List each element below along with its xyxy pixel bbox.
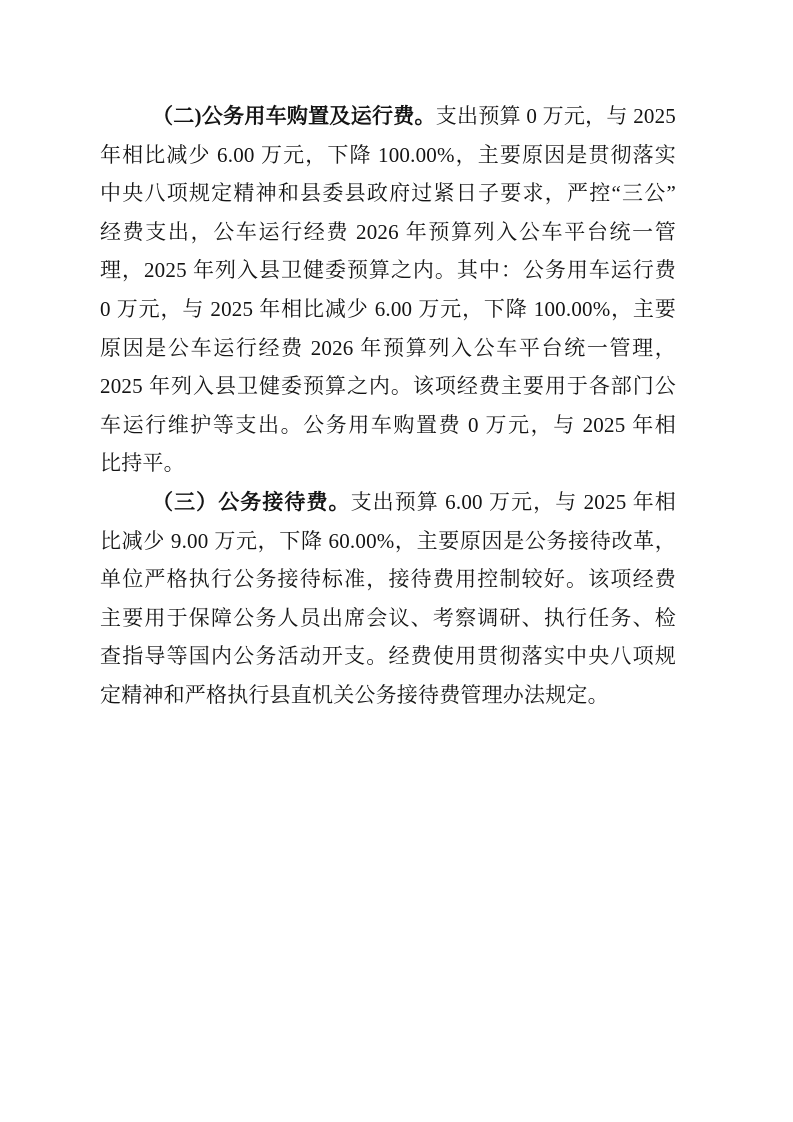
text-line <box>100 522 676 561</box>
body-text: 年相比减少 6.00 万元，下降 100.00%，主要原因是贯彻落实 <box>100 142 676 167</box>
text-line <box>100 560 676 599</box>
body-text: 理，2025 年列入县卫健委预算之内。其中：公务用车运行费 <box>100 258 676 283</box>
para-vehicle-purchase-operation <box>100 97 676 483</box>
body-text: 原因是公车运行经费 2026 年预算列入公车平台统一管理， <box>100 335 676 360</box>
body-text: 单位严格执行公务接待标准，接待费用控制较好。该项经费 <box>100 567 676 592</box>
text-line <box>100 367 676 406</box>
section-heading-text: （二)公务用车购置及运行费。 <box>152 104 436 128</box>
body-text: 0 万元，与 2025 年相比减少 6.00 万元，下降 100.00%，主要 <box>100 296 676 321</box>
body-text: 定精神和严格执行县直机关公务接待费管理办法规定。 <box>100 682 609 707</box>
text-line <box>100 136 676 175</box>
text-line <box>100 329 676 368</box>
text-line <box>100 97 676 136</box>
text-line <box>100 676 676 715</box>
body-text: 比减少 9.00 万元，下降 60.00%，主要原因是公务接待改革， <box>100 528 676 553</box>
text-line <box>100 174 676 213</box>
body-text: 比持平。 <box>100 451 185 476</box>
text-line <box>100 599 676 638</box>
body-text: 经费支出，公车运行经费 2026 年预算列入公车平台统一管 <box>100 219 676 244</box>
text-line <box>100 444 676 483</box>
text-line <box>100 637 676 676</box>
text-line <box>100 290 676 329</box>
body-text: 查指导等国内公务活动开支。经费使用贯彻落实中央八项规 <box>100 644 676 669</box>
body-text: 2025 年列入县卫健委预算之内。该项经费主要用于各部门公 <box>100 374 676 399</box>
para-official-reception <box>100 483 676 715</box>
body-text: 车运行维护等支出。公务用车购置费 0 万元，与 2025 年相 <box>100 412 676 437</box>
section-heading-text: （三）公务接待费。 <box>152 489 351 514</box>
text-line <box>100 251 676 290</box>
body-text: 中央八项规定精神和县委县政府过紧日子要求，严控“三公” <box>100 181 676 206</box>
document-body <box>100 97 676 715</box>
body-text: 支出预算 0 万元，与 2025 <box>435 104 677 128</box>
text-line <box>100 406 676 445</box>
text-line <box>100 483 676 522</box>
body-text: 主要用于保障公务人员出席会议、考察调研、执行任务、检 <box>100 605 676 630</box>
body-text: 支出预算 6.00 万元，与 2025 年相 <box>350 489 676 514</box>
text-line <box>100 213 676 252</box>
